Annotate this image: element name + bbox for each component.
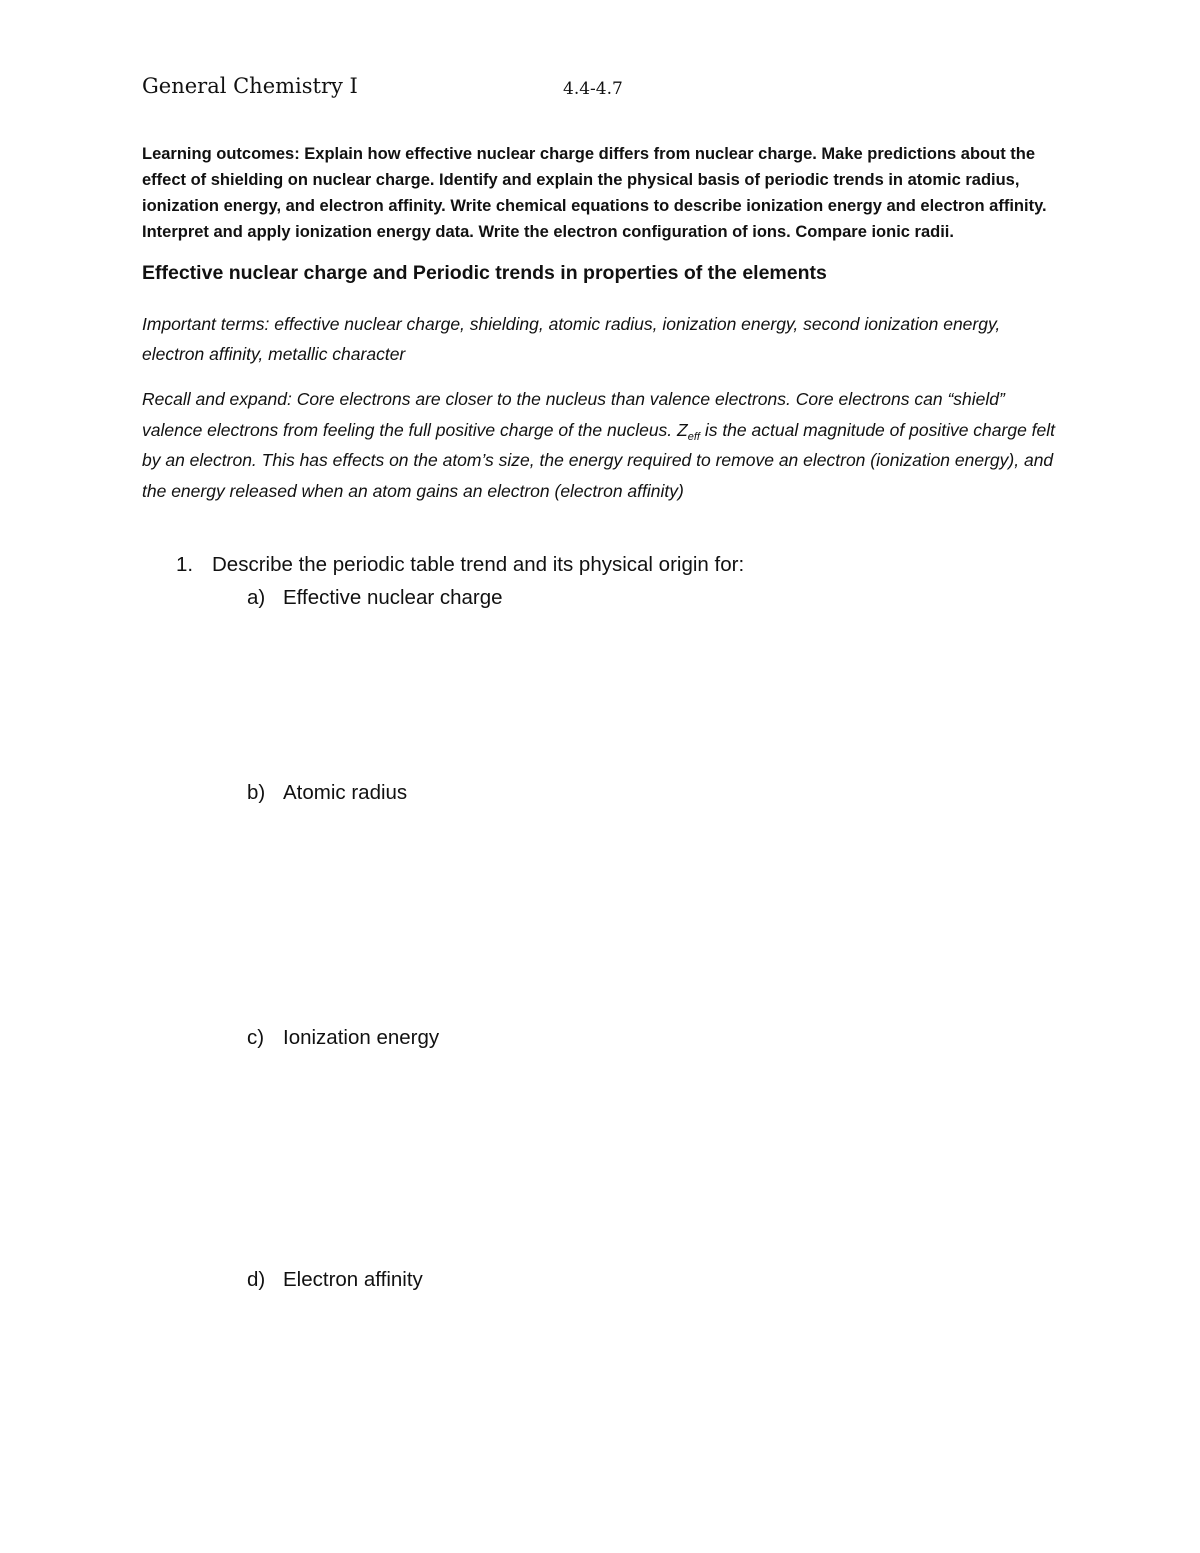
item-text: Effective nuclear charge [283,586,503,609]
item-text: Ionization energy [283,1026,440,1049]
question-text: Describe the periodic table trend and its physical origin for: [212,553,745,576]
section-heading: Effective nuclear charge and Periodic trends in properties of the elements [142,262,827,284]
learning-outcomes: Learning outcomes: Explain how effective nuclear charge differs from nuclear charge. Make predictions about the effect of shielding on nuclear charge. Identify and explain the physical basis of periodic trends in atomic radius, ionization energy, and electron affinity. Write chemical equations to describe ionization energy and electron affinity. Interpret and apply ionization energy data. Write the electron configuration of ions. Compare ionic radii. [142,145,1047,241]
item-label: c) [247,1026,265,1049]
item-label: a) [247,586,266,609]
recall-text-end: is the actual magnitude of positive charge felt by an electron. This has effects on the atom’s size, the energy required to remove an electron (ionization energy), and the energy released when an atom gains an electron (electron affinity) [142,419,1056,501]
question-item-c [247,1026,439,1050]
item-text: Electron affinity [283,1268,423,1291]
item-label: b) [247,781,266,804]
important-terms: Important terms: effective nuclear charge, shielding, atomic radius, ionization energy, second ionization energy, electron affinity, metallic character [142,314,1001,364]
section-range: 4.4-4.7 [563,79,623,99]
question-item-b [247,781,407,805]
recall-and-expand [142,384,1062,506]
zeff-subscript: eff [687,430,700,443]
course-title: General Chemistry I [142,74,358,98]
question-number: 1. [176,553,194,576]
question-1 [176,553,744,577]
item-label: d) [247,1268,266,1291]
question-item-d [247,1268,423,1292]
recall-text-start: Recall and expand: Core electrons are closer to the nucleus than valence electrons. Core electrons can “shield” valence electrons from feeling the full positive charge of the nucleus. Z [142,389,1005,440]
question-item-a [247,586,503,610]
item-text: Atomic radius [283,781,408,804]
